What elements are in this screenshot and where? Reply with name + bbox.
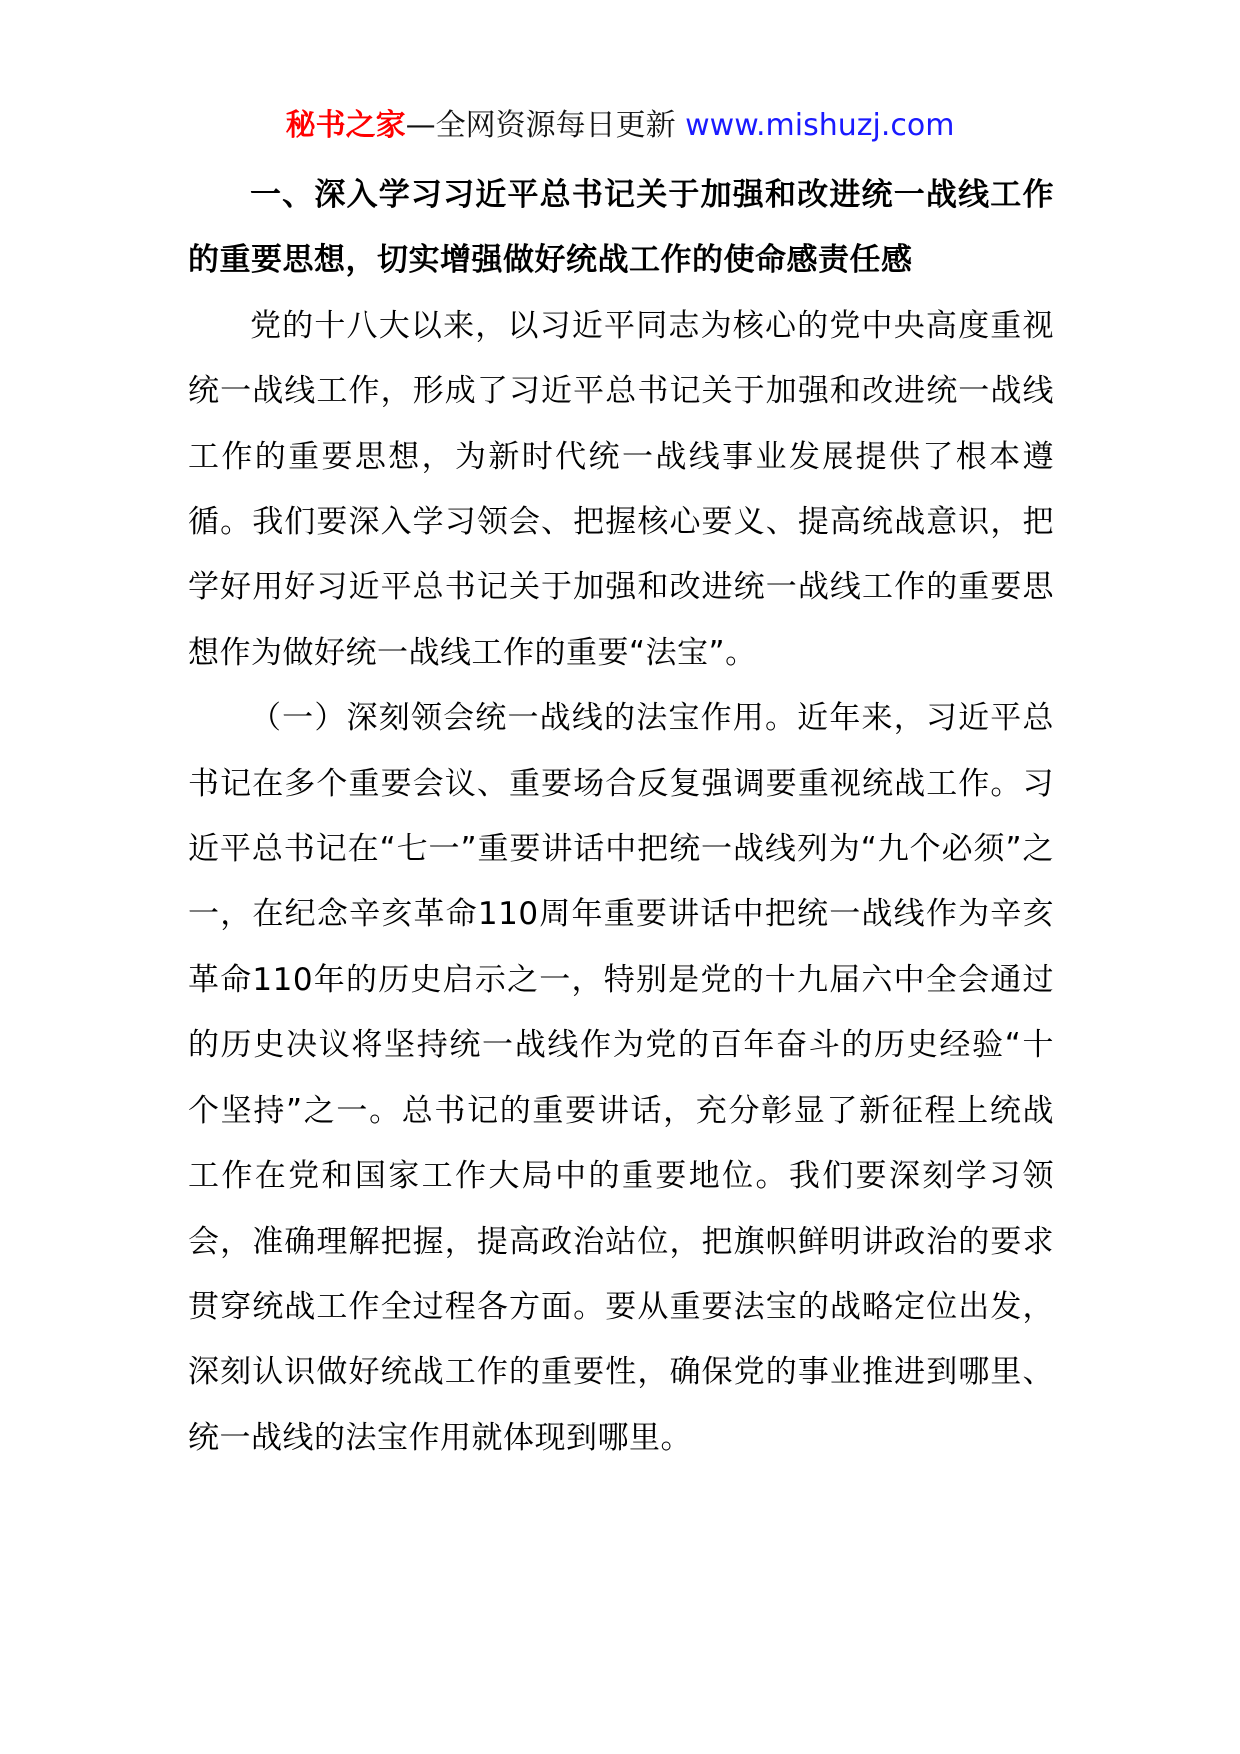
body-paragraph-1: 党的十八大以来，以习近平同志为核心的党中央高度重视统一战线工作，形成了习近平总书记关于加强和改进统一战线工作的重要思想，为新时代统一战线事业发展提供了根本遵循。我们要深入学习领会、把握核心要义、提高统战意识，把学好用好习近平总书记关于加强和改进统一战线工作的重要思想作为做好统一战线工作的重要“法宝”。	[188, 307, 1054, 671]
site-tagline: —全网资源每日更新	[405, 108, 686, 143]
document-body	[188, 163, 1054, 1471]
body-paragraph-2: （一）深刻领会统一战线的法宝作用。近年来，习近平总书记在多个重要会议、重要场合反复强调要重视统战工作。习近平总书记在“七一”重要讲话中把统一战线列为“九个必须”之一，在纪念辛亥革命110周年重要讲话中把统一战线作为辛亥革命110年的历史启示之一，特别是党的十九届六中全会通过的历史决议将坚持统一战线作为党的百年奋斗的历史经验“十个坚持”之一。总书记的重要讲话，充分彰显了新征程上统战工作在党和国家工作大局中的重要地位。我们要深刻学习领会，准确理解把握，提高政治站位，把旗帜鲜明讲政治的要求贯穿统战工作全过程各方面。要从重要法宝的战略定位出发，深刻认识做好统战工作的重要性，确保党的事业推进到哪里、统一战线的法宝作用就体现到哪里。	[188, 700, 1054, 1456]
site-url-link[interactable]: www.mishuzj.com	[685, 108, 955, 143]
site-brand-name: 秘书之家	[285, 108, 406, 143]
section-heading: 一、深入学习习近平总书记关于加强和改进统一战线工作的重要思想，切实增强做好统战工作的使命感责任感	[188, 177, 1054, 279]
site-header	[0, 98, 1240, 154]
